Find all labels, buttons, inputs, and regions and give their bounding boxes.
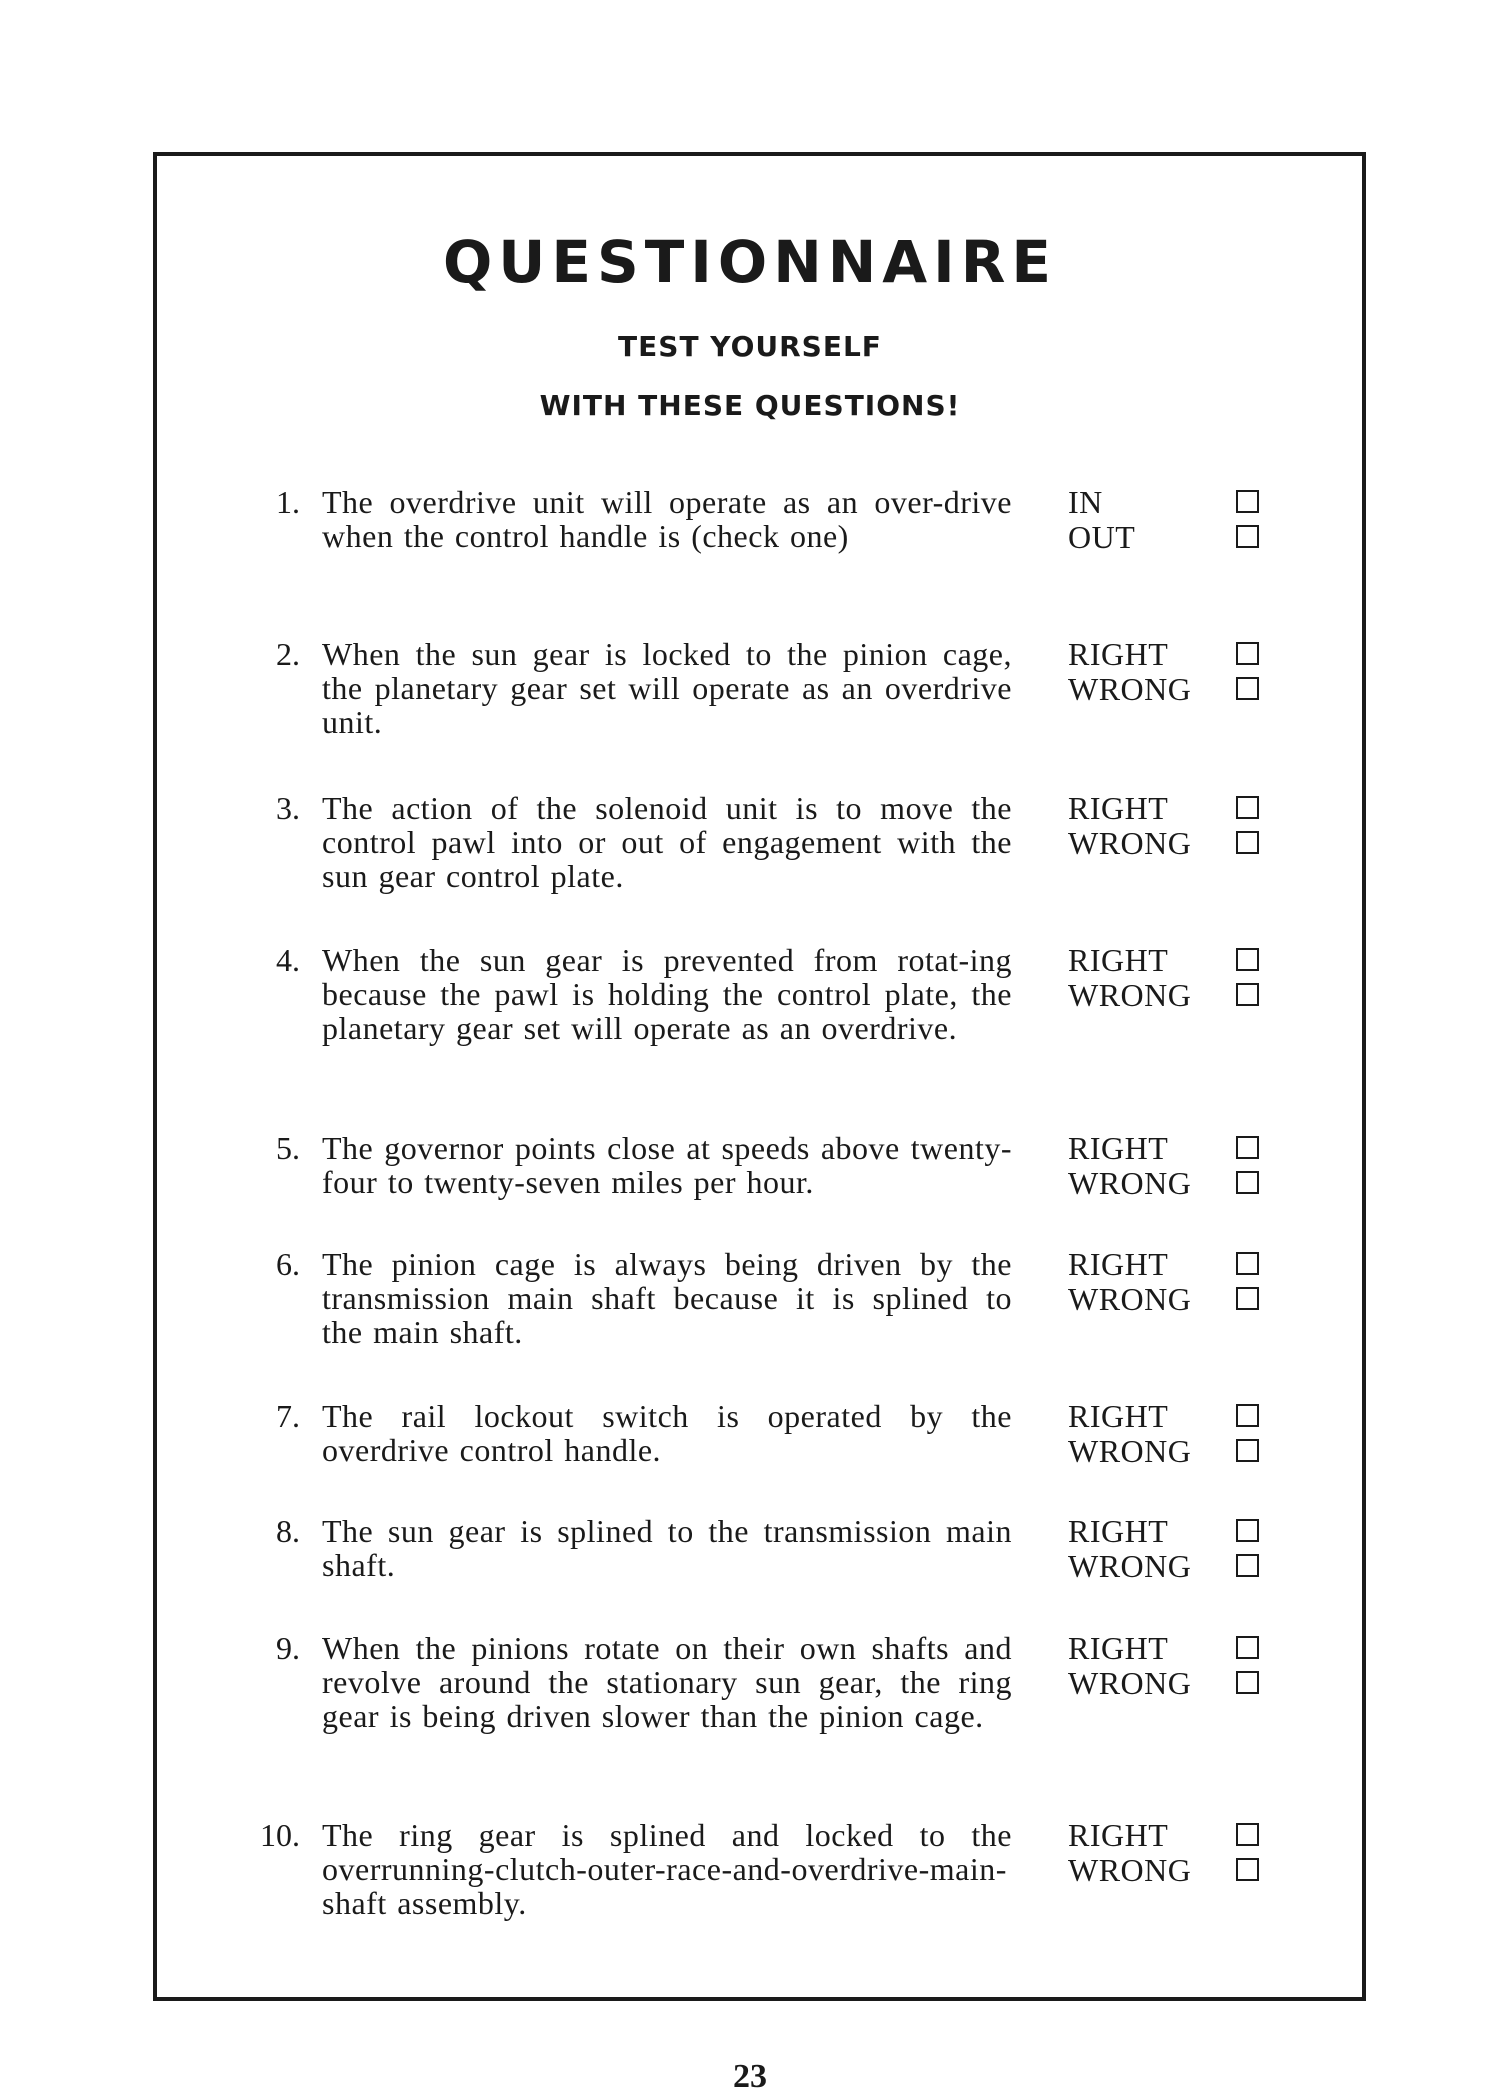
checkbox-right[interactable] — [1236, 796, 1259, 819]
answer-options — [1068, 1818, 1278, 1888]
checkbox-right[interactable] — [1236, 642, 1259, 665]
question-text: The sun gear is splined to the transmission main shaft. — [322, 1513, 1012, 1583]
option-label: WRONG — [1068, 671, 1192, 707]
option-label: WRONG — [1068, 977, 1192, 1013]
option-label: IN — [1068, 484, 1103, 520]
option-label: RIGHT — [1068, 1398, 1169, 1434]
subtitle-test-yourself: TEST YOURSELF — [618, 330, 882, 363]
question-text: The pinion cage is always being driven by the transmission main shaft because it is splined to the main shaft. — [322, 1246, 1012, 1350]
option-label: WRONG — [1068, 1433, 1192, 1469]
checkbox-wrong[interactable] — [1236, 1858, 1259, 1881]
answer-options — [1068, 485, 1278, 555]
checkbox-wrong[interactable] — [1236, 1554, 1259, 1577]
option-label: RIGHT — [1068, 942, 1169, 978]
answer-options — [1068, 1399, 1278, 1469]
question-text: When the pinions rotate on their own shafts and revolve around the stationary sun gear, the ring gear is being driven slower than the pinion cage. — [322, 1630, 1012, 1734]
checkbox-wrong[interactable] — [1236, 1671, 1259, 1694]
option-right[interactable] — [1068, 791, 1278, 826]
question-text: The ring gear is splined and locked to the overrunning-clutch-outer-race-and-overdrive-main-shaft assembly. — [322, 1817, 1012, 1921]
question-number: 2. — [276, 636, 300, 672]
option-label: RIGHT — [1068, 1817, 1169, 1853]
option-label: RIGHT — [1068, 1513, 1169, 1549]
question-number: 1. — [276, 484, 300, 520]
option-right[interactable] — [1068, 1399, 1278, 1434]
question-text: When the sun gear is locked to the pinion cage, the planetary gear set will operate as an overdrive unit. — [322, 636, 1012, 740]
question-number: 6. — [276, 1246, 300, 1282]
checkbox-wrong[interactable] — [1236, 1439, 1259, 1462]
checkbox-right[interactable] — [1236, 1136, 1259, 1159]
question-number: 5. — [276, 1130, 300, 1166]
option-label: WRONG — [1068, 1281, 1192, 1317]
page-number: 23 — [733, 2058, 767, 2095]
checkbox-right[interactable] — [1236, 1252, 1259, 1275]
option-in[interactable] — [1068, 485, 1278, 520]
answer-options — [1068, 791, 1278, 861]
answer-options — [1068, 637, 1278, 707]
question-text: When the sun gear is prevented from rotat-ing because the pawl is holding the control plate, the planetary gear set will operate as an overdrive. — [322, 942, 1012, 1046]
option-label: WRONG — [1068, 1852, 1192, 1888]
option-label: OUT — [1068, 519, 1136, 555]
option-out[interactable] — [1068, 520, 1278, 555]
checkbox-out[interactable] — [1236, 525, 1259, 548]
answer-options — [1068, 943, 1278, 1013]
answer-options — [1068, 1631, 1278, 1701]
option-wrong[interactable] — [1068, 1282, 1278, 1317]
checkbox-right[interactable] — [1236, 1823, 1259, 1846]
question-text: The rail lockout switch is operated by the overdrive control handle. — [322, 1398, 1012, 1468]
subtitle-with-these-questions: WITH THESE QUESTIONS! — [539, 389, 961, 422]
question-text: The overdrive unit will operate as an over-drive when the control handle is (check one) — [322, 484, 1012, 554]
checkbox-wrong[interactable] — [1236, 831, 1259, 854]
option-label: RIGHT — [1068, 636, 1169, 672]
checkbox-right[interactable] — [1236, 1519, 1259, 1542]
checkbox-wrong[interactable] — [1236, 983, 1259, 1006]
question-number: 3. — [276, 790, 300, 826]
question-number: 8. — [276, 1513, 300, 1549]
option-right[interactable] — [1068, 637, 1278, 672]
option-right[interactable] — [1068, 943, 1278, 978]
checkbox-right[interactable] — [1236, 1404, 1259, 1427]
question-text: The governor points close at speeds above twenty-four to twenty-seven miles per hour. — [322, 1130, 1012, 1200]
question-number: 7. — [276, 1398, 300, 1434]
option-label: RIGHT — [1068, 1130, 1169, 1166]
checkbox-wrong[interactable] — [1236, 1171, 1259, 1194]
checkbox-in[interactable] — [1236, 490, 1259, 513]
checkbox-right[interactable] — [1236, 948, 1259, 971]
option-right[interactable] — [1068, 1514, 1278, 1549]
question-number: 9. — [276, 1630, 300, 1666]
option-wrong[interactable] — [1068, 1434, 1278, 1469]
checkbox-wrong[interactable] — [1236, 677, 1259, 700]
option-label: RIGHT — [1068, 1630, 1169, 1666]
option-wrong[interactable] — [1068, 1166, 1278, 1201]
answer-options — [1068, 1131, 1278, 1201]
option-label: RIGHT — [1068, 790, 1169, 826]
option-right[interactable] — [1068, 1818, 1278, 1853]
option-wrong[interactable] — [1068, 1666, 1278, 1701]
option-wrong[interactable] — [1068, 826, 1278, 861]
option-label: WRONG — [1068, 1165, 1192, 1201]
option-label: WRONG — [1068, 825, 1192, 861]
question-number: 4. — [276, 942, 300, 978]
option-wrong[interactable] — [1068, 1549, 1278, 1584]
option-label: WRONG — [1068, 1548, 1192, 1584]
question-number: 10. — [260, 1817, 300, 1853]
option-wrong[interactable] — [1068, 1853, 1278, 1888]
checkbox-wrong[interactable] — [1236, 1287, 1259, 1310]
option-wrong[interactable] — [1068, 978, 1278, 1013]
option-right[interactable] — [1068, 1631, 1278, 1666]
option-label: RIGHT — [1068, 1246, 1169, 1282]
question-text: The action of the solenoid unit is to move the control pawl into or out of engagement with the sun gear control plate. — [322, 790, 1012, 894]
option-right[interactable] — [1068, 1131, 1278, 1166]
option-right[interactable] — [1068, 1247, 1278, 1282]
checkbox-right[interactable] — [1236, 1636, 1259, 1659]
page-title: QUESTIONNAIRE — [442, 228, 1058, 296]
option-wrong[interactable] — [1068, 672, 1278, 707]
answer-options — [1068, 1514, 1278, 1584]
option-label: WRONG — [1068, 1665, 1192, 1701]
answer-options — [1068, 1247, 1278, 1317]
